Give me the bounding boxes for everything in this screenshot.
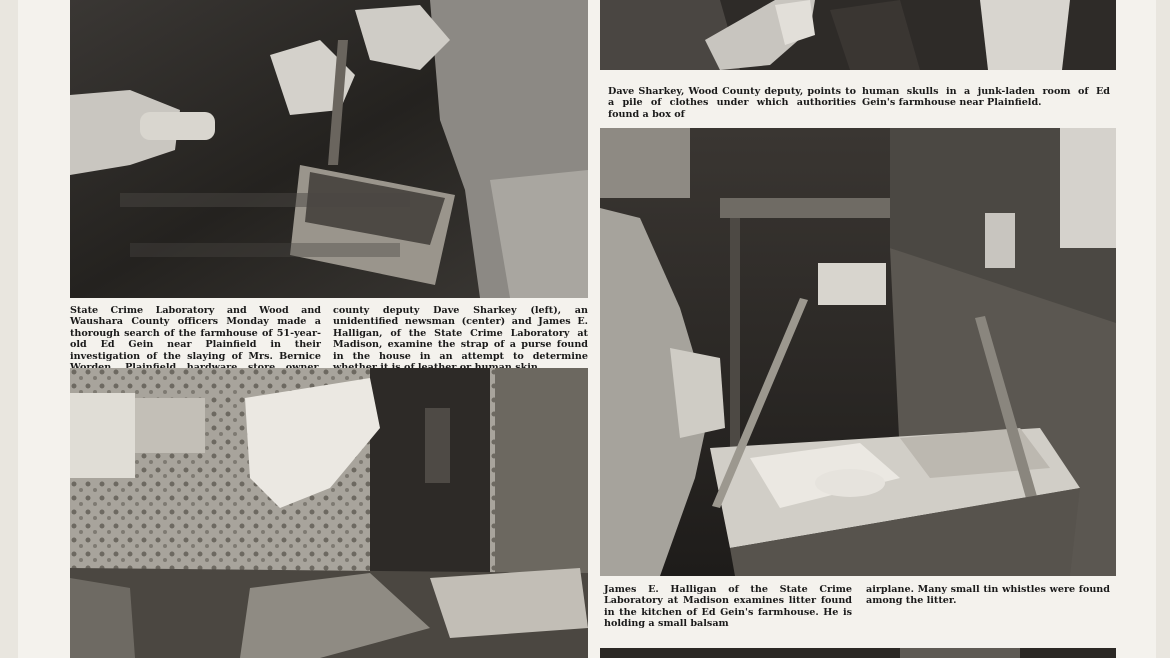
photo-kitchen-litter	[600, 128, 1116, 576]
caption-kitchen-col2: airplane. Many small tin whistles were found among the litter.	[866, 584, 1110, 607]
left-margin	[0, 0, 18, 658]
right-margin	[1156, 0, 1170, 658]
photo-purse-examination	[70, 0, 588, 298]
photo-junk-room	[70, 368, 588, 658]
photo-bottom-partial	[600, 648, 1116, 658]
caption-purse-col2: county deputy Dave Sharkey (left), an unidentified newsman (center) and James E. Halligan, of the State Crime Laboratory at Madison, examine the strap of a purse found in the house in an attempt to determine	[333, 305, 588, 362]
photo-sharkey-pointing	[600, 0, 1116, 70]
caption-kitchen-col1: James E. Halligan of the State Crime Laboratory at Madison examines litter found in the kitchen of Ed Gein's farmhouse. He is holding a small balsam	[604, 584, 852, 630]
caption-sharkey-col1: Dave Sharkey, Wood County deputy, points to a pile of clothes under which authorities found a box of	[608, 86, 856, 120]
caption-sharkey-col2: human skulls in a junk-laden room of Ed Gein's farmhouse near Plainfield.	[862, 86, 1110, 109]
caption-purse-col1: State Crime Laboratory and Wood and Waushara County officers Monday made a thorough search of the farmhouse of 51-year-old Ed Gein near Plainfield in their investigation of the slaying of Mrs. Bernice	[70, 305, 321, 362]
